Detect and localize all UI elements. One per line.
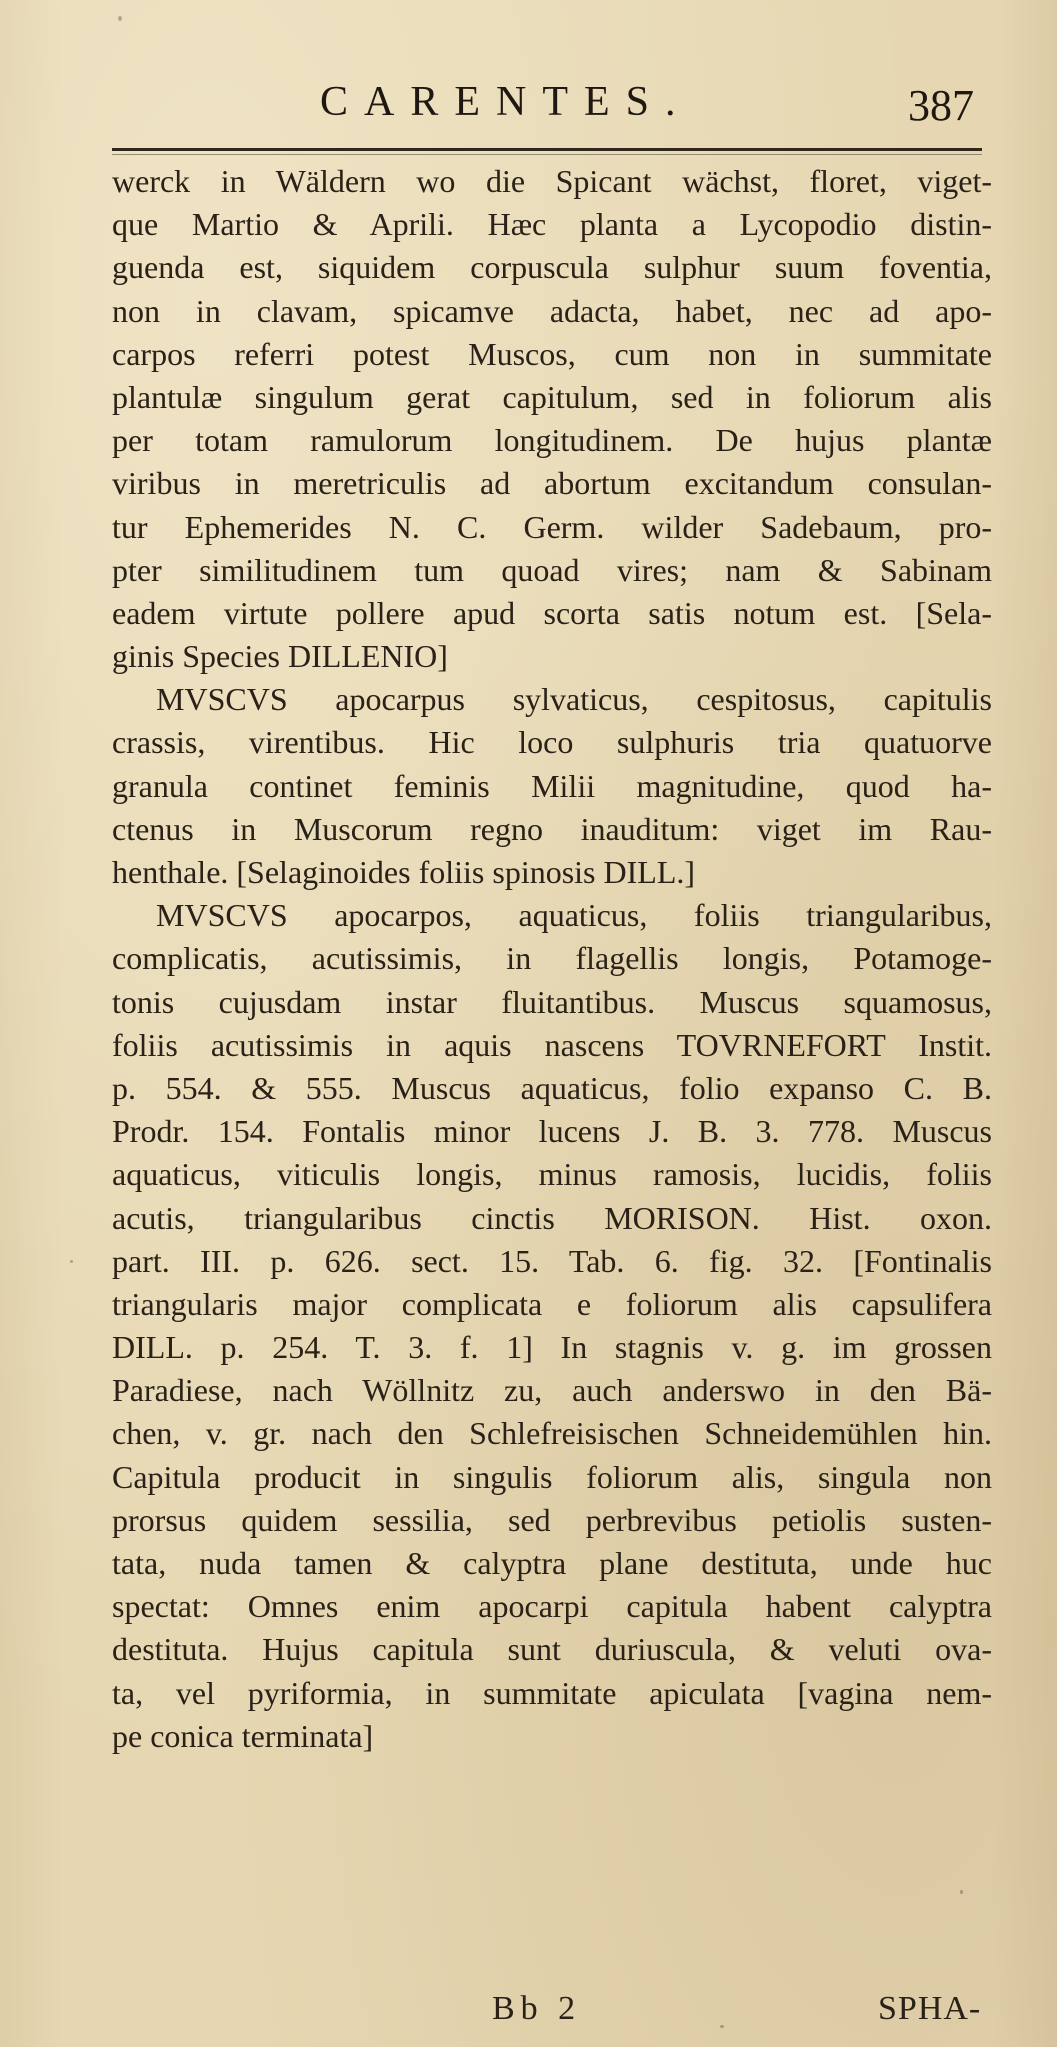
page-number: 387 [908,81,974,130]
text-line: pter similitudinem tum quoad vires; nam & Sabinam [112,551,992,588]
text-line: eadem virtute pollere apud scorta satis notum est. [Sela- [112,594,992,631]
text-line: p. 554. & 555. Muscus aquaticus, folio expanso C. B. [112,1069,992,1106]
text-line: ctenus in Muscorum regno inauditum: viget im Rau- [112,810,992,847]
text-line: chen, v. gr. nach den Schlefreisischen Schneidemühlen hin. [112,1415,992,1452]
text-line: henthale. [Selaginoides foliis spinosis DILL.] [112,854,696,890]
running-head: CARENTES. [320,79,692,125]
header-rule [112,148,982,151]
text-line: MVSCVS apocarpus sylvaticus, cespitosus, capitulis [156,681,992,718]
text-line: complicatis, acutissimis, in flagellis longis, Potamoge- [112,940,992,977]
text-line: DILL. p. 254. T. 3. f. 1] In stagnis v. g. im grossen [112,1329,992,1366]
text-line: prorsus quidem sessilia, sed perbrevibus petiolis susten- [112,1501,992,1538]
text-line: foliis acutissimis in aquis nascens TOVRNEFORT Instit. [112,1026,992,1063]
text-line: pe conica terminata] [112,1717,374,1754]
page-header [0,72,1057,142]
text-line: part. III. p. 626. sect. 15. Tab. 6. fig. 32. [Fontinalis [112,1242,992,1279]
text-line: tata, nuda tamen & calyptra plane destituta, unde huc [112,1545,992,1581]
text-line: spectat: Omnes enim apocarpi capitula habent calyptra [112,1588,992,1625]
paper-speck [118,16,122,21]
text-line: Prodr. 154. Fontalis minor lucens J. B. 3. 778. Muscus [112,1113,992,1150]
catchword: SPHA- [878,1990,982,2027]
text-line: crassis, virentibus. Hic loco sulphuris tria quatuorve [112,724,992,761]
text-line: viribus in meretriculis ad abortum excitandum consulan- [112,465,992,502]
text-line: ginis Species DILLENIO] [112,638,448,675]
text-line: triangularis major complicata e foliorum alis capsulifera [112,1285,992,1322]
text-line: non in clavam, spicamve adacta, habet, nec ad apo- [112,292,992,329]
text-line: guenda est, siquidem corpuscula sulphur suum foventia, [112,249,992,286]
text-line: MVSCVS apocarpos, aquaticus, foliis triangularibus, [156,897,992,934]
text-line: Capitula producit in singulis foliorum alis, singula non [112,1458,992,1495]
text-line: werck in Wäldern wo die Spicant wächst, floret, viget- [112,163,992,199]
text-line: per totam ramulorum longitudinem. De hujus plantæ [112,422,992,459]
paper-speck [70,1260,73,1263]
header-rule-thin [112,154,982,155]
text-line: destituta. Hujus capitula sunt duriuscula, & veluti ova- [112,1631,992,1668]
text-line: Paradiese, nach Wöllnitz zu, auch anderswo in den Bä- [112,1372,992,1409]
page-footer [0,1990,1057,2040]
paper-speck [960,1890,963,1894]
text-line: aquaticus, viticulis longis, minus ramosis, lucidis, foliis [112,1156,992,1193]
signature-mark: Bb 2 [492,1990,582,2027]
text-line: granula continet feminis Milii magnitudine, quod ha- [112,767,992,804]
text-line: plantulæ singulum gerat capitulum, sed in foliorum alis [112,378,992,415]
body-text [112,160,992,1758]
text-line: tur Ephemerides N. C. Germ. wilder Sadebaum, pro- [112,508,992,545]
text-line: ta, vel pyriformia, in summitate apiculata [vagina nem- [112,1674,992,1711]
paper-speck [720,2025,724,2028]
text-line: tonis cujusdam instar fluitantibus. Muscus squamosus, [112,983,992,1020]
text-line: acutis, triangularibus cinctis MORISON. Hist. oxon. [112,1199,992,1236]
text-line: que Martio & Aprili. Hæc planta a Lycopodio distin- [112,206,992,243]
text-line: carpos referri potest Muscos, cum non in summitate [112,335,992,372]
